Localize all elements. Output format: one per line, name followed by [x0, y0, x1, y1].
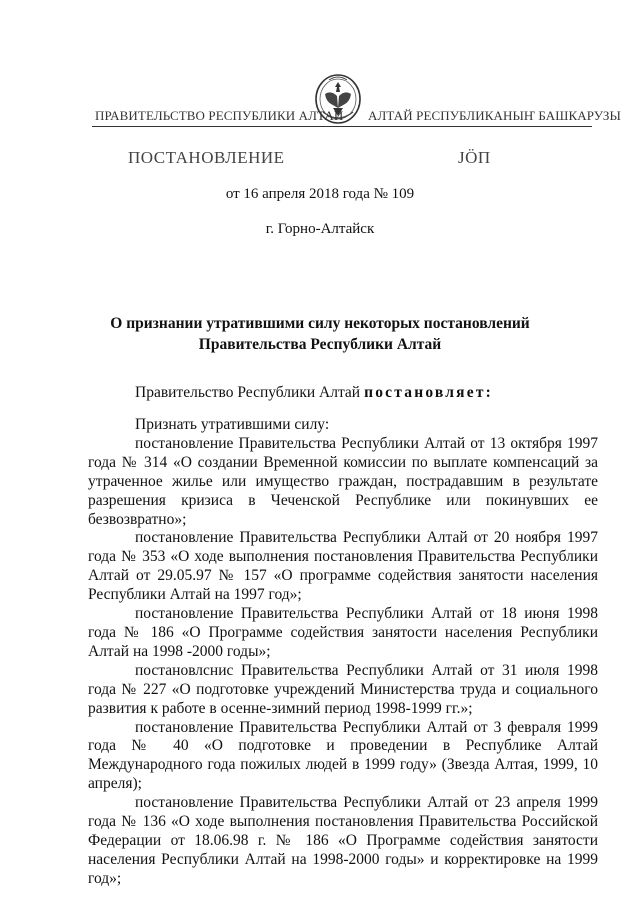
document-city: г. Горно-Алтайск — [265, 221, 375, 237]
preamble — [135, 384, 493, 402]
body-item: постановление Правительства Республики Алтай от 23 апреля 1999 года № 136 «О ходе выполнения постановления Правительства Российской Федерации от 18.06.98 г. № 186 «О Программе содействия занятости населения Республики Алтай на 1998-2000 годы» и корректировке на 1999 год»; — [88, 794, 598, 887]
preamble-text: Правительство Республики Алтай — [135, 384, 361, 401]
organization-name-russian: ПРАВИТЕЛЬСТВО РЕСПУБЛИКИ АЛТАЙ — [95, 108, 344, 123]
title-line-1: О признании утратившими силу некоторых постановлений — [110, 315, 530, 332]
body-intro: Признать утратившими силу: — [135, 416, 330, 433]
body-item: постановление Правительства Республики Алтай от 13 октября 1997 года № 314 «О создании Временной комиссии по выплате компенсаций за утраченное жилье или имущество граждан, пострадавшим в результате разрешения кризиса в Чеченской Республике или покинувших ее безвозвратно»; — [88, 434, 598, 528]
body-item: постановлснис Правительства Республики Алтай от 31 июля 1998 года № 227 «О подготовке учреждений Министерства труда и социального развития к работе в осенне-зимний период 1998-1999 гг.»; — [88, 661, 598, 717]
document-body — [88, 416, 598, 889]
header-divider — [92, 126, 592, 127]
preamble-emphasis: постановляет: — [364, 384, 494, 401]
document-type-altai: ЈӦП — [458, 148, 491, 167]
body-item: постановление Правительства Республики Алтай от 18 июня 1998 года № 186 «О Программе содействия занятости населения Республики Алтай на 1998 -2000 годы»; — [88, 605, 598, 660]
body-item: постановление Правительства Республики Алтай от 20 ноября 1997 года № 353 «О ходе выполнения постановления Правительства Республики Алтай от 29.05.97 № 157 «О программе содействия занятости населения Республики Алтай на 1997 год»; — [88, 529, 598, 604]
body-item: постановление Правительства Республики Алтай от 3 февраля 1999 года № 40 «О подготовке и проведении в Республике Алтай Международного года пожилых людей в 1999 году» (Звезда Алтая, 1999, 10 апреля); — [88, 718, 598, 793]
document-type-russian: ПОСТАНОВЛЕНИЕ — [128, 148, 285, 167]
title-line-2: Правительства Республики Алтай — [198, 336, 442, 353]
document-date-number: от 16 апреля 2018 года № 109 — [225, 186, 415, 202]
organization-name-altai: АЛТАЙ РЕСПУБЛИКАНЫҤ БАШКАРУЗЫ — [368, 108, 621, 123]
document-title — [0, 313, 640, 355]
